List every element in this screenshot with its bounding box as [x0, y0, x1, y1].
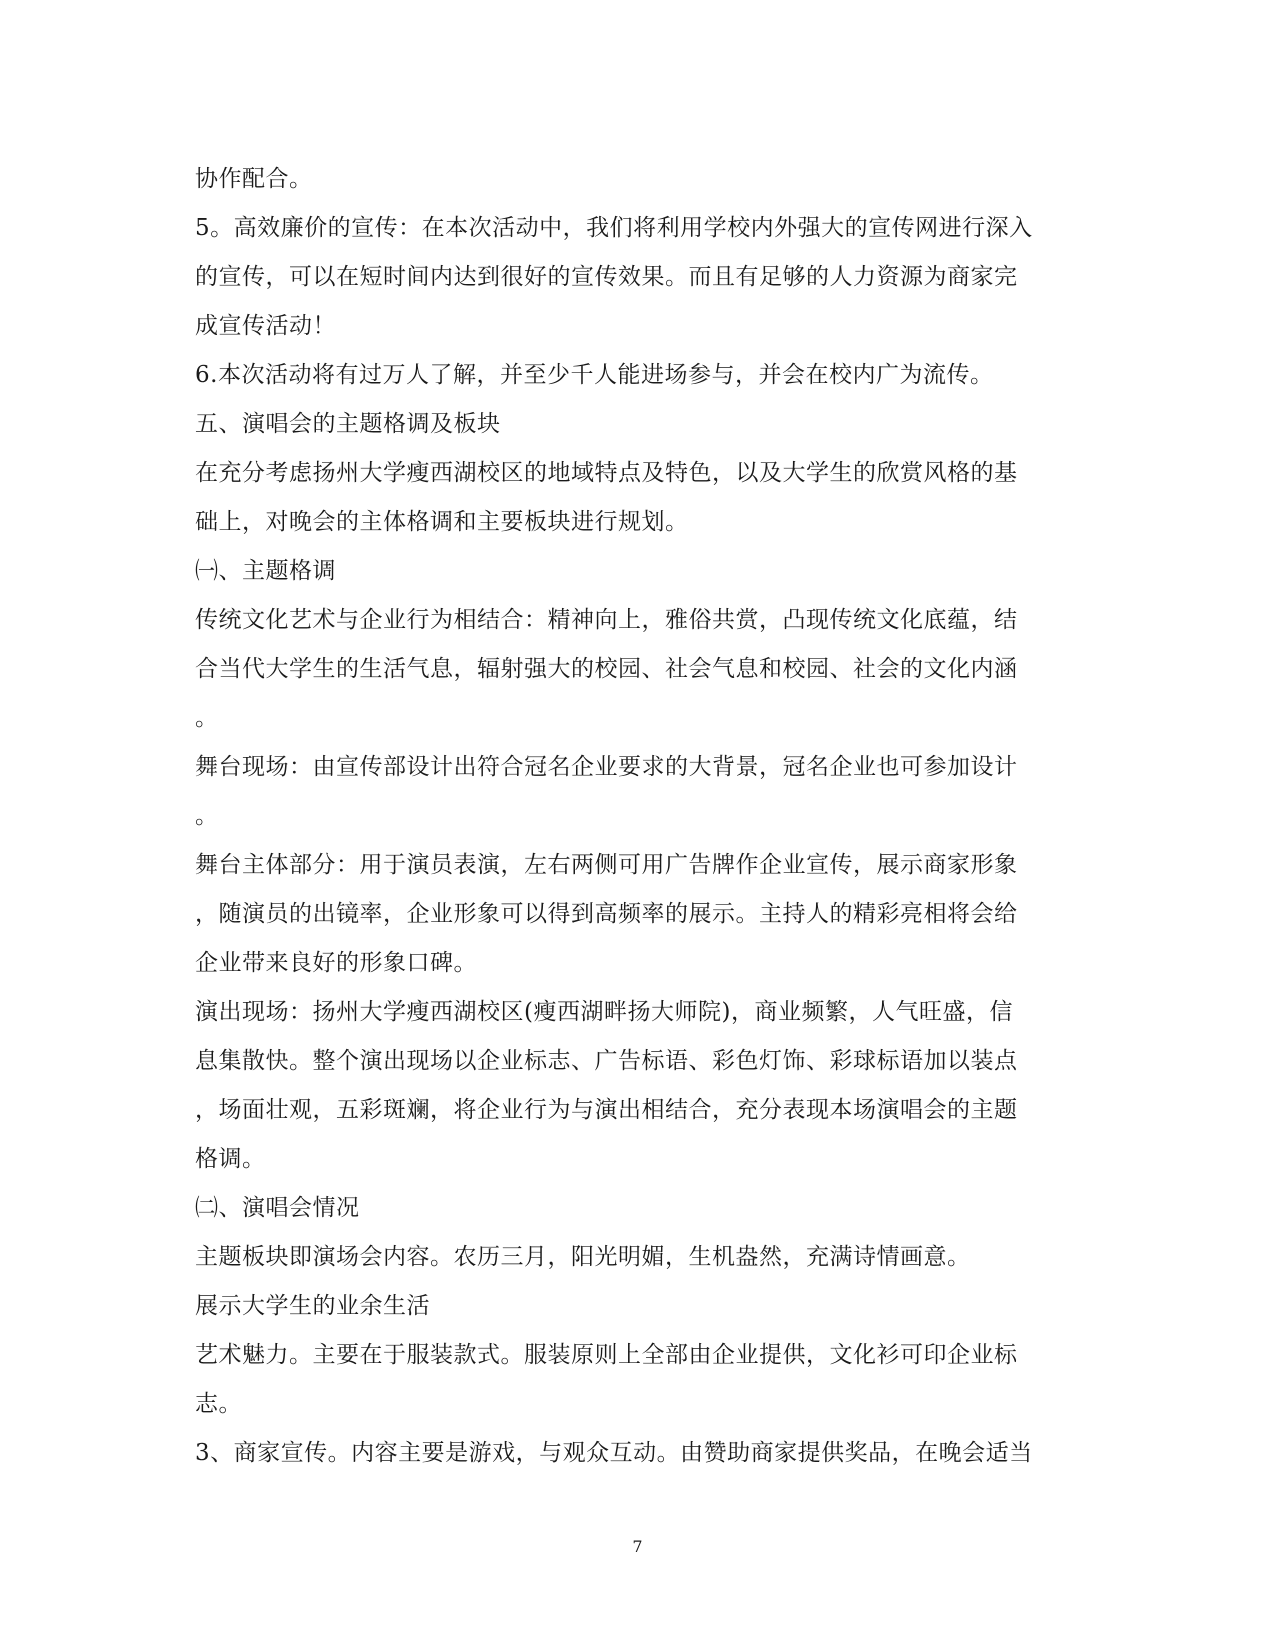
text-line: ，场面壮观，五彩斑斓，将企业行为与演出相结合，充分表现本场演唱会的主题 — [195, 1097, 1018, 1123]
text-line: 志。 — [195, 1391, 242, 1417]
text-line: 。 — [195, 705, 219, 731]
text-line: 传统文化艺术与企业行为相结合：精神向上，雅俗共赏，凸现传统文化底蕴，结 — [195, 607, 1018, 633]
text-line: 础上，对晚会的主体格调和主要板块进行规划。 — [195, 509, 689, 535]
text-line: 协作配合。 — [195, 166, 313, 192]
text-line: 展示大学生的业余生活 — [195, 1293, 430, 1319]
text-line: 。 — [195, 803, 219, 829]
text-line: 6.本次活动将有过万人了解，并至少千人能进场参与，并会在校内广为流传。 — [195, 362, 994, 388]
text-line: 的宣传，可以在短时间内达到很好的宣传效果。而且有足够的人力资源为商家完 — [195, 264, 1018, 290]
text-line: 3、商家宣传。内容主要是游戏，与观众互动。由赞助商家提供奖品，在晚会适当 — [195, 1440, 1033, 1466]
text-line: 成宣传活动！ — [195, 313, 336, 339]
subsection-heading: ㈡、演唱会情况 — [195, 1195, 360, 1221]
text-line: 5。高效廉价的宣传：在本次活动中，我们将利用学校内外强大的宣传网进行深入 — [195, 215, 1033, 241]
text-line: 舞台现场：由宣传部设计出符合冠名企业要求的大背景，冠名企业也可参加设计 — [195, 754, 1018, 780]
body-text — [195, 155, 1085, 1478]
text-line: 企业带来良好的形象口碑。 — [195, 950, 477, 976]
text-line: 演出现场：扬州大学瘦西湖校区(瘦西湖畔扬大师院)，商业频繁，人气旺盛，信 — [195, 999, 1013, 1025]
text-line: 舞台主体部分：用于演员表演，左右两侧可用广告牌作企业宣传，展示商家形象 — [195, 852, 1018, 878]
page-number: 7 — [632, 1537, 643, 1556]
text-line: ，随演员的出镜率，企业形象可以得到高频率的展示。主持人的精彩亮相将会给 — [195, 901, 1018, 927]
text-line: 格调。 — [195, 1146, 266, 1172]
text-line: 息集散快。整个演出现场以企业标志、广告标语、彩色灯饰、彩球标语加以装点 — [195, 1048, 1018, 1074]
text-line: 在充分考虑扬州大学瘦西湖校区的地域特点及特色，以及大学生的欣赏风格的基 — [195, 460, 1018, 486]
text-line: 主题板块即演场会内容。农历三月，阳光明媚，生机盎然，充满诗情画意。 — [195, 1244, 971, 1270]
text-line: 合当代大学生的生活气息，辐射强大的校园、社会气息和校园、社会的文化内涵 — [195, 656, 1018, 682]
section-heading: 五、演唱会的主题格调及板块 — [195, 411, 501, 437]
subsection-heading: ㈠、主题格调 — [195, 558, 336, 584]
text-line: 艺术魅力。主要在于服装款式。服装原则上全部由企业提供，文化衫可印企业标 — [195, 1342, 1018, 1368]
